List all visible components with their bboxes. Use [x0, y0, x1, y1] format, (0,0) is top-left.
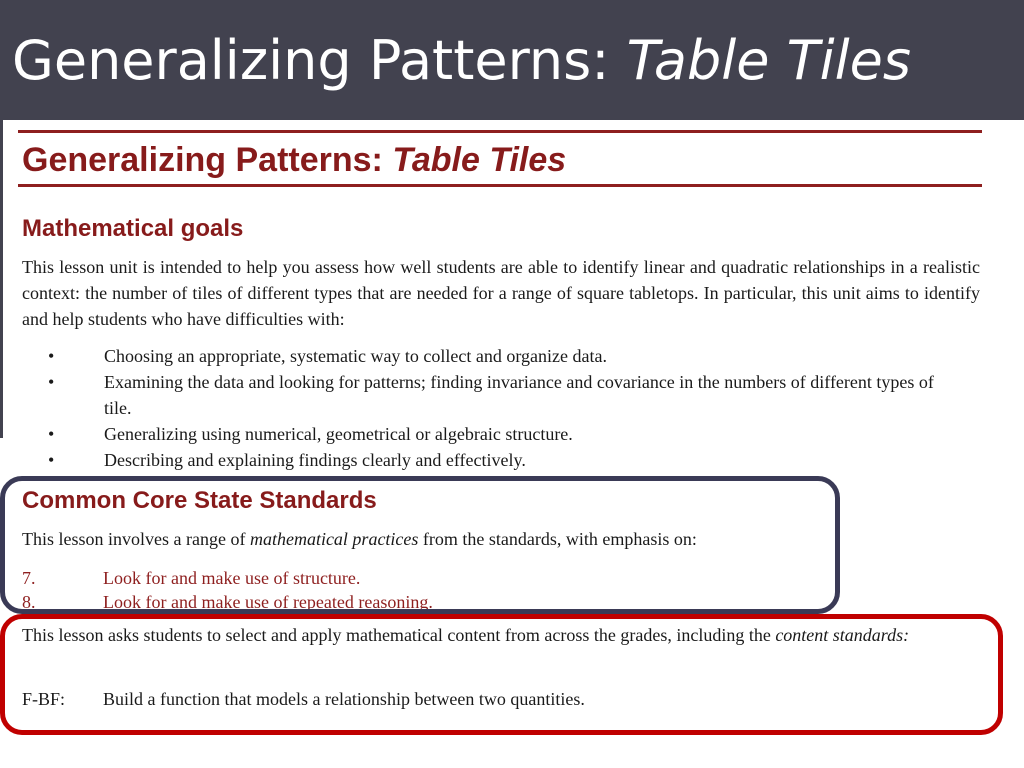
practice-number: 7. — [22, 568, 36, 588]
slide-title-italic: Table Tiles — [626, 29, 912, 92]
goals-bullet-item — [22, 421, 942, 447]
practice-text: Look for and make use of structure. — [103, 568, 361, 588]
goals-bullet-item — [22, 447, 942, 473]
goals-bullet-item — [22, 343, 942, 369]
goals-bullet-text: Describing and explaining findings clearly and effectively. — [104, 450, 526, 470]
goals-intro-paragraph: This lesson unit is intended to help you assess how well students are able to identify linear and quadratic relationships in a realistic context: the number of tiles of different types that are needed for a range of square tabletops. In particular, this unit aims to identify and help students who have difficulties with: — [22, 257, 980, 329]
goals-bullet-list — [22, 343, 942, 473]
content-intro-italic: content standards: — [775, 625, 910, 645]
bullet-icon: • — [48, 424, 55, 444]
practices-intro-after: from the standards, with emphasis on: — [418, 529, 697, 549]
document-rule-top — [18, 130, 982, 133]
practices-intro-before: This lesson involves a range of — [22, 529, 250, 549]
practice-text: Look for and make use of repeated reasoning. — [103, 592, 433, 612]
practices-intro-italic: mathematical practices — [249, 529, 419, 549]
content-standard-code: F-BF: — [22, 689, 66, 709]
content-standard-text: Build a function that models a relationship between two quantities. — [103, 689, 585, 709]
practice-number: 8. — [22, 592, 36, 612]
title-bar-edge — [0, 120, 3, 438]
document-rule-bottom — [18, 184, 982, 187]
document-title — [22, 138, 566, 182]
slide-title — [12, 28, 911, 94]
goals-bullet-text: Examining the data and looking for patterns; finding invariance and covariance in the numbers of different types of tile. — [104, 372, 934, 418]
goals-bullet-text: Choosing an appropriate, systematic way to collect and organize data. — [104, 346, 608, 366]
common-core-heading: Common Core State Standards — [22, 487, 377, 514]
mathematical-goals-heading: Mathematical goals — [22, 215, 244, 242]
goals-bullet-item — [22, 369, 942, 421]
bullet-icon: • — [48, 450, 55, 470]
practices-highlight-box — [0, 476, 840, 614]
content-intro-before: This lesson asks students to select and apply mathematical content from across the grades, including the — [22, 625, 776, 645]
slide-title-main: Generalizing Patterns: — [12, 29, 627, 92]
content-standards-highlight-box — [0, 614, 1003, 735]
document-title-italic: Table Tiles — [392, 141, 567, 179]
bullet-icon: • — [48, 346, 55, 366]
bullet-icon: • — [48, 372, 55, 392]
goals-bullet-text: Generalizing using numerical, geometrical or algebraic structure. — [104, 424, 573, 444]
document-title-main: Generalizing Patterns: — [22, 141, 393, 179]
